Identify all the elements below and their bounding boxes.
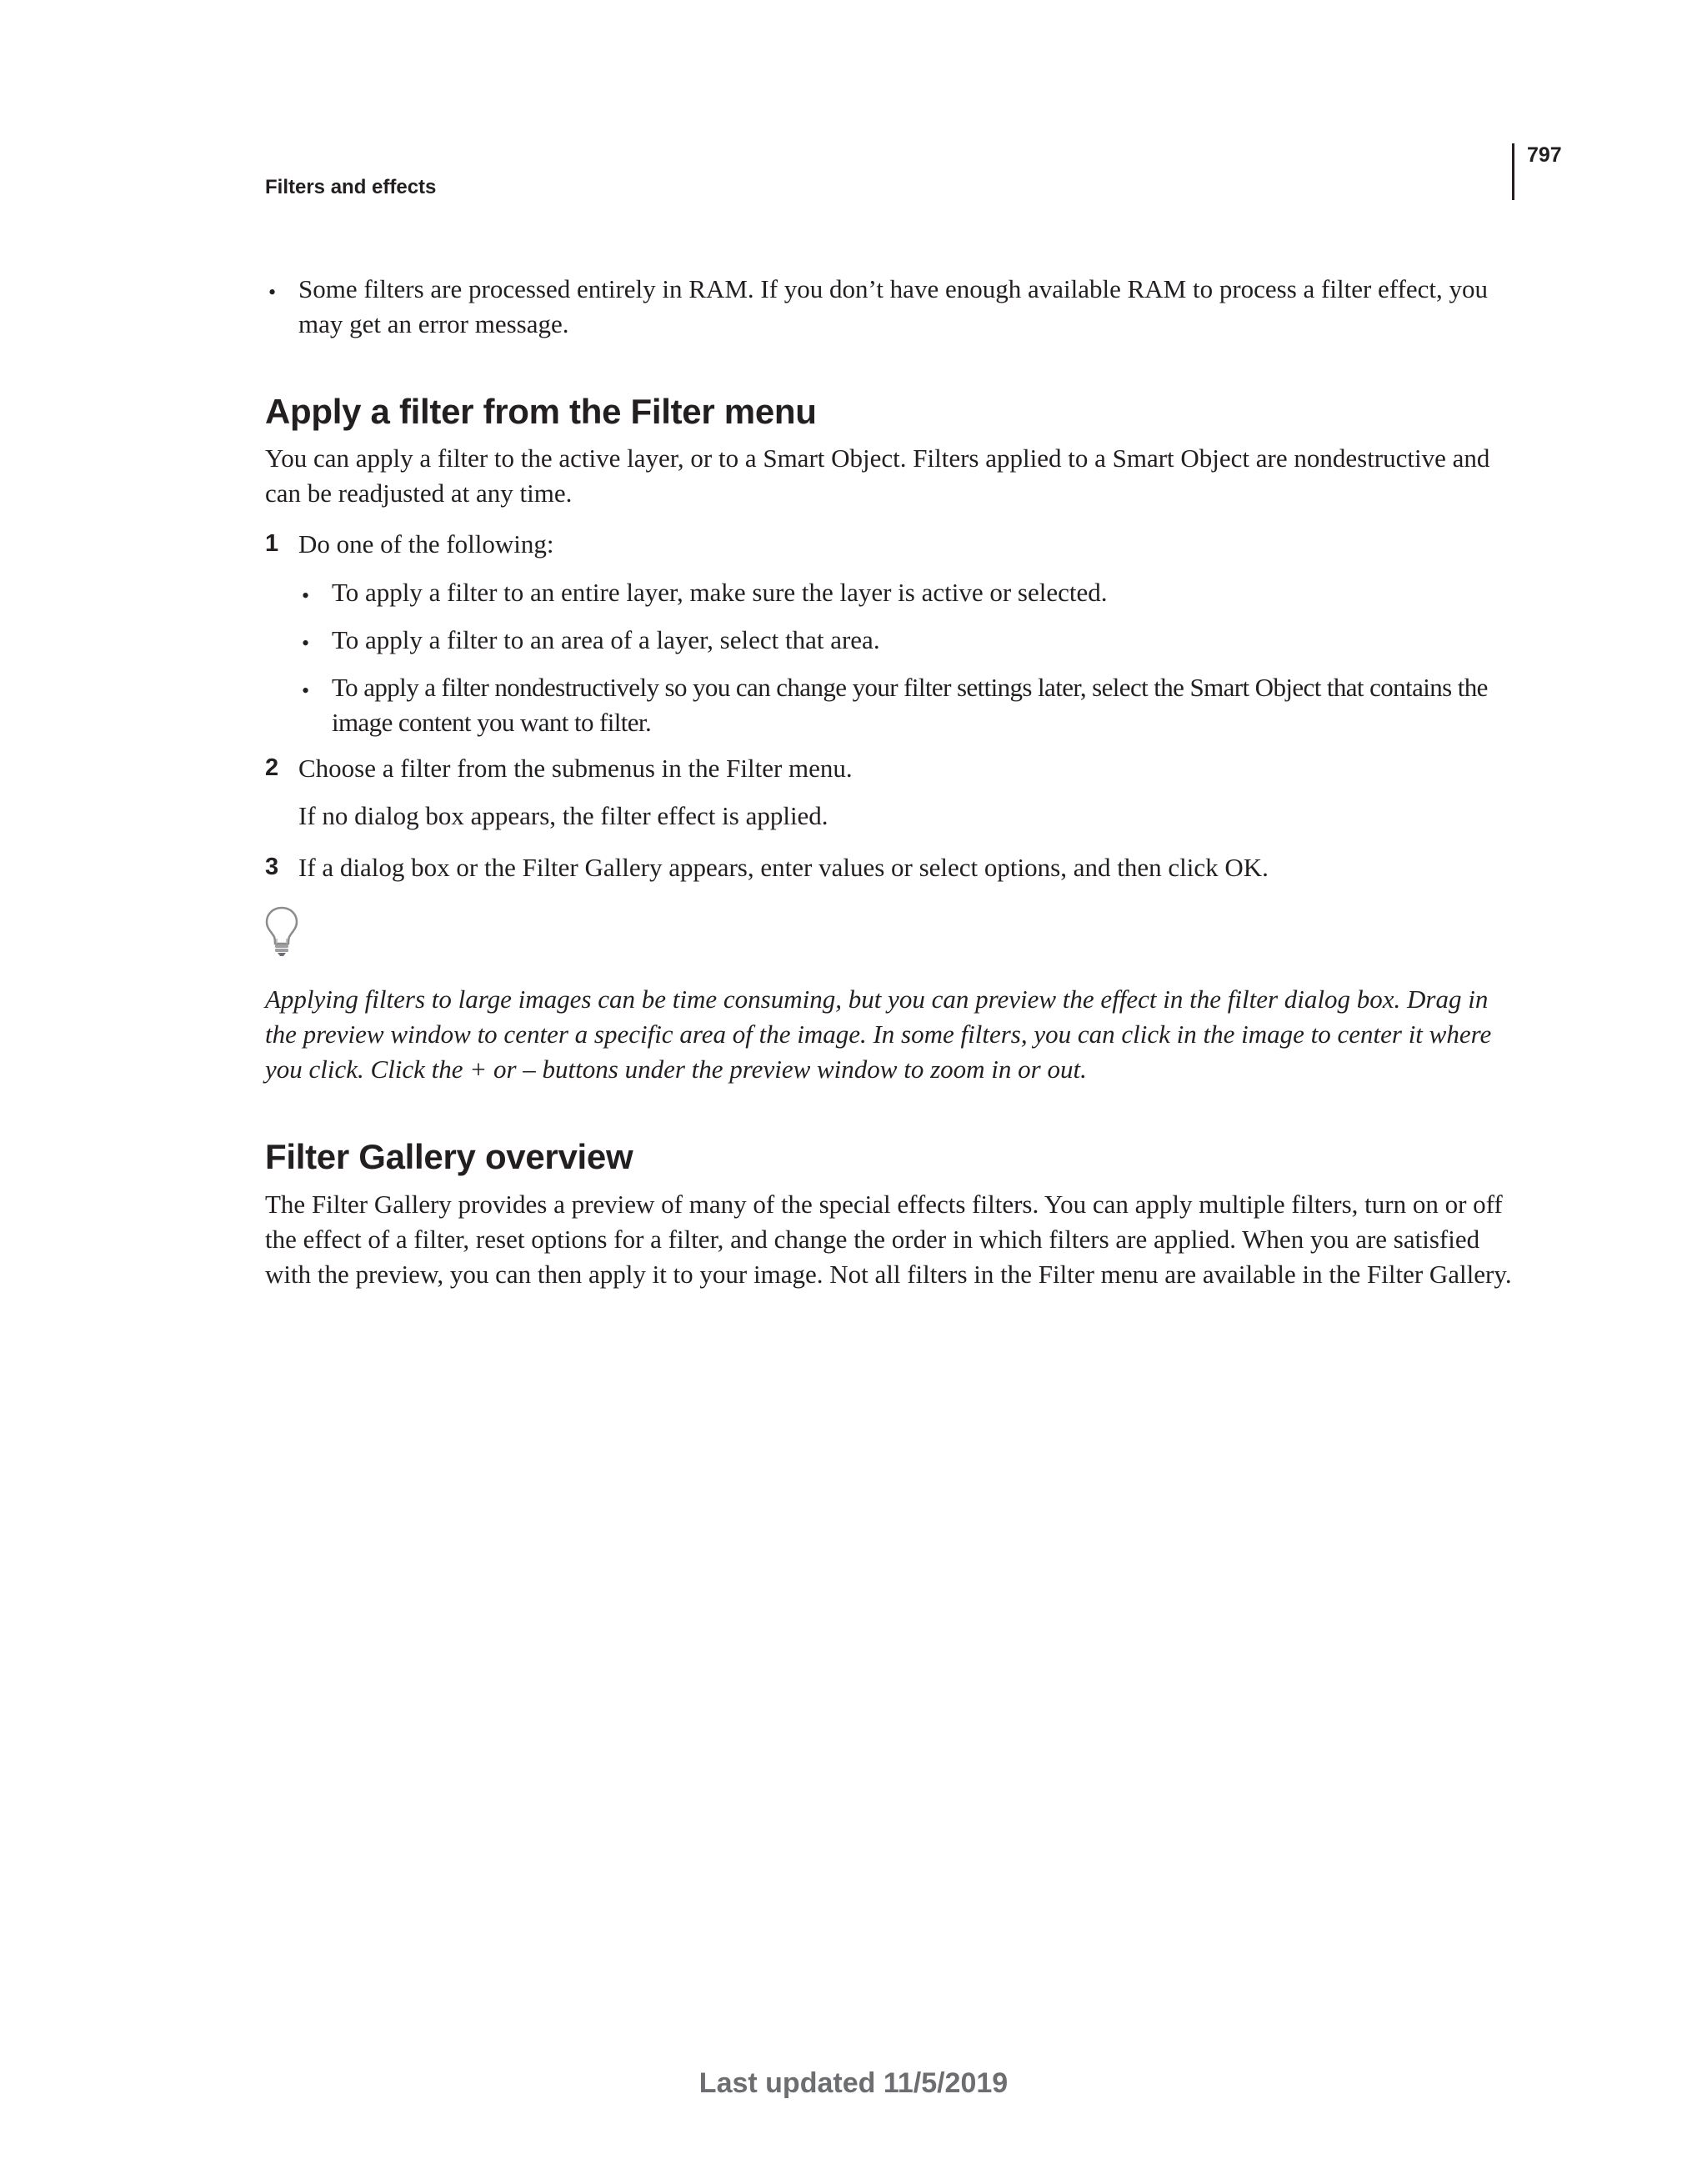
step-bullet-text: To apply a filter to an area of a layer, select that area. bbox=[332, 625, 880, 654]
section-intro-paragraph: You can apply a filter to the active layer, or to a Smart Object. Filters applied to a Smart Object are nondestructive and can be readjusted at any time. bbox=[265, 443, 1490, 508]
last-updated-footer: Last updated 11/5/2019 bbox=[698, 2067, 1009, 2099]
bullet-marker: • bbox=[302, 584, 310, 608]
header-rule bbox=[1512, 143, 1514, 200]
step-text: Do one of the following: bbox=[298, 529, 554, 559]
step-note: If no dialog box appears, the filter effect is applied. bbox=[298, 801, 828, 830]
bullet-marker: • bbox=[302, 631, 310, 655]
step-text: If a dialog box or the Filter Gallery appears, enter values or select options, and then click OK. bbox=[298, 853, 1269, 882]
running-header-title: Filters and effects bbox=[265, 176, 437, 198]
step-bullet-text: To apply a filter to an entire layer, make sure the layer is active or selected. bbox=[332, 578, 1108, 607]
tip-paragraph: Applying filters to large images can be time consuming, but you can preview the effect in the filter dialog box. Drag in the preview window to center a specific area of the image. In some filters, you can click in the image to center it where you click. Click the + or – buttons under the preview window to zoom in or out. bbox=[265, 984, 1492, 1084]
section-heading-apply-filter: Apply a filter from the Filter menu bbox=[265, 392, 817, 431]
section-heading-filter-gallery: Filter Gallery overview bbox=[265, 1137, 633, 1176]
step-number: 1 bbox=[265, 530, 279, 557]
step-number: 2 bbox=[265, 754, 279, 781]
bullet-marker: • bbox=[268, 280, 277, 304]
page-number: 797 bbox=[1527, 143, 1562, 167]
step-bullet-text: To apply a filter nondestructively so you can change your filter settings later, select the Smart Object that contains the image content you want to filter. bbox=[332, 673, 1488, 737]
lightbulb-icon bbox=[263, 905, 300, 957]
bullet-marker: • bbox=[302, 679, 310, 703]
step-text: Choose a filter from the submenus in the Filter menu. bbox=[298, 754, 853, 783]
filter-gallery-paragraph: The Filter Gallery provides a preview of many of the special effects filters. You can apply multiple filters, turn on or off the effect of a filter, reset options for a filter, and change the order in which filters are applied. When you are satisfied with the preview, you can then apply it to your image. Not all filters in the Filter menu are available in the Filter Gallery. bbox=[265, 1190, 1512, 1289]
step-number: 3 bbox=[265, 854, 279, 880]
intro-bullet-text: Some filters are processed entirely in RAM. If you don’t have enough available RAM to process a filter effect, you may get an error message. bbox=[298, 274, 1489, 338]
